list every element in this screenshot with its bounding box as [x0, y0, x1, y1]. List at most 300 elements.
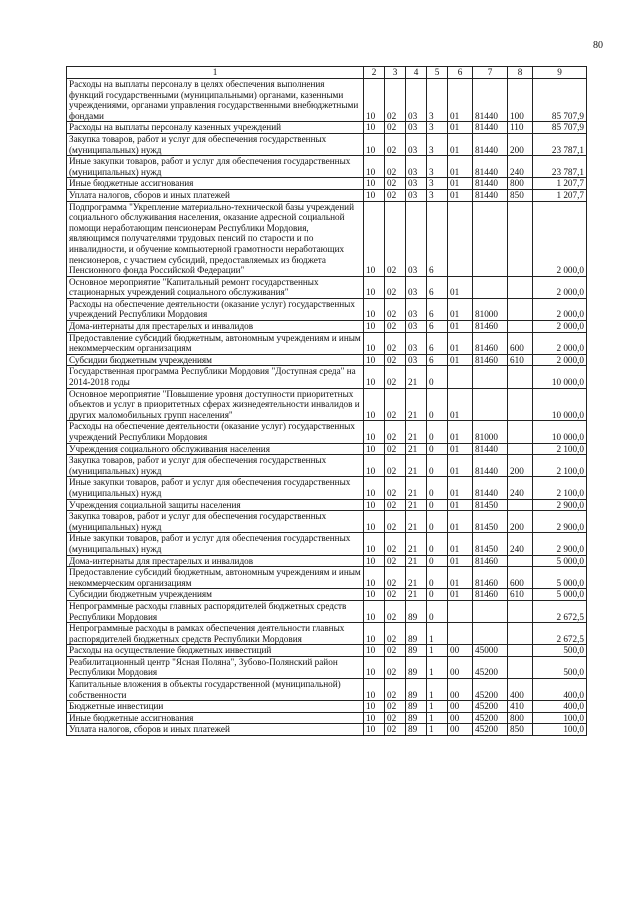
code-event: 01: [448, 455, 473, 477]
code-expense-type: [508, 201, 533, 276]
code-subsection: 02: [385, 122, 406, 134]
amount: 2 100,0: [533, 477, 587, 499]
code-expense-type: 410: [508, 701, 533, 713]
code-subprogram: 6: [427, 276, 448, 298]
amount: 2 000,0: [533, 298, 587, 320]
column-header: 3: [385, 67, 406, 79]
code-subprogram: 0: [427, 421, 448, 443]
code-subsection: 02: [385, 645, 406, 657]
code-subprogram: 0: [427, 533, 448, 555]
code-subsection: 02: [385, 567, 406, 589]
code-expense-type: 800: [508, 712, 533, 724]
code-event: 01: [448, 533, 473, 555]
code-section: 10: [364, 645, 385, 657]
amount: 10 000,0: [533, 388, 587, 421]
code-expense-type: 800: [508, 178, 533, 190]
code-subsection: 02: [385, 201, 406, 276]
table-row: [67, 499, 587, 511]
code-direction: 81450: [473, 533, 508, 555]
code-subsection: 02: [385, 555, 406, 567]
code-event: 01: [448, 332, 473, 354]
code-subprogram: 6: [427, 201, 448, 276]
code-event: [448, 366, 473, 388]
code-subsection: 02: [385, 276, 406, 298]
expense-name: Государственная программа Республики Мордовия "Доступная среда" на 2014-2018 годы: [67, 366, 364, 388]
expense-name: Иные закупки товаров, работ и услуг для обеспечения государственных (муниципальных) нужд: [67, 156, 364, 178]
code-program: 03: [406, 332, 427, 354]
page-number: 80: [593, 40, 603, 51]
code-event: 01: [448, 443, 473, 455]
code-program: 21: [406, 555, 427, 567]
code-program: 21: [406, 388, 427, 421]
code-section: 10: [364, 600, 385, 622]
expense-name: Иные закупки товаров, работ и услуг для обеспечения государственных (муниципальных) нужд: [67, 477, 364, 499]
code-subsection: 02: [385, 724, 406, 736]
code-event: 01: [448, 178, 473, 190]
code-subprogram: 3: [427, 189, 448, 201]
table-row: [67, 701, 587, 713]
code-section: 10: [364, 421, 385, 443]
code-expense-type: [508, 443, 533, 455]
code-program: 03: [406, 133, 427, 155]
amount: 2 000,0: [533, 321, 587, 333]
code-expense-type: 850: [508, 724, 533, 736]
table-row: [67, 623, 587, 645]
code-direction: 81440: [473, 443, 508, 455]
table-row: [67, 332, 587, 354]
code-subprogram: 0: [427, 477, 448, 499]
code-subprogram: 0: [427, 455, 448, 477]
code-event: 01: [448, 298, 473, 320]
code-subprogram: 3: [427, 133, 448, 155]
amount: 1 207,7: [533, 189, 587, 201]
amount: 10 000,0: [533, 366, 587, 388]
code-expense-type: 240: [508, 533, 533, 555]
code-section: 10: [364, 178, 385, 190]
table-row: [67, 477, 587, 499]
code-subsection: 02: [385, 511, 406, 533]
code-program: 03: [406, 122, 427, 134]
code-section: 10: [364, 443, 385, 455]
code-section: 10: [364, 156, 385, 178]
code-program: 03: [406, 156, 427, 178]
table-body: [67, 79, 587, 736]
code-section: 10: [364, 189, 385, 201]
table-row: [67, 511, 587, 533]
table-row: [67, 679, 587, 701]
amount: 400,0: [533, 701, 587, 713]
code-section: 10: [364, 201, 385, 276]
amount: 100,0: [533, 712, 587, 724]
code-program: 21: [406, 589, 427, 601]
code-event: 01: [448, 567, 473, 589]
table-row: [67, 455, 587, 477]
code-section: 10: [364, 724, 385, 736]
amount: 85 707,9: [533, 79, 587, 122]
code-subprogram: 0: [427, 511, 448, 533]
code-subprogram: 0: [427, 499, 448, 511]
column-header: 2: [364, 67, 385, 79]
table-row: [67, 122, 587, 134]
code-subprogram: 6: [427, 321, 448, 333]
code-subsection: 02: [385, 133, 406, 155]
code-expense-type: [508, 298, 533, 320]
expense-name: Дома-интернаты для престарелых и инвалидов: [67, 321, 364, 333]
expense-name: Предоставление субсидий бюджетным, автономным учреждениям и иным некоммерческим организациям: [67, 332, 364, 354]
amount: 2 100,0: [533, 443, 587, 455]
amount: 2 000,0: [533, 276, 587, 298]
amount: 1 207,7: [533, 178, 587, 190]
table-row: [67, 133, 587, 155]
code-subsection: 02: [385, 332, 406, 354]
code-direction: 81440: [473, 178, 508, 190]
code-section: 10: [364, 511, 385, 533]
code-expense-type: [508, 600, 533, 622]
code-subprogram: 0: [427, 567, 448, 589]
code-direction: [473, 623, 508, 645]
code-program: 03: [406, 354, 427, 366]
code-event: 01: [448, 79, 473, 122]
expense-name: Капитальные вложения в объекты государственной (муниципальной) собственности: [67, 679, 364, 701]
code-section: 10: [364, 679, 385, 701]
code-event: [448, 600, 473, 622]
code-section: 10: [364, 79, 385, 122]
table-row: [67, 567, 587, 589]
code-section: 10: [364, 589, 385, 601]
budget-table: [66, 66, 587, 736]
code-subsection: 02: [385, 589, 406, 601]
code-subsection: 02: [385, 455, 406, 477]
code-subsection: 02: [385, 178, 406, 190]
code-expense-type: 600: [508, 567, 533, 589]
expense-name: Расходы на выплаты персоналу в целях обеспечения выполнения функций государственными (муниципальными) органами, казенными учреждениями, органами управления государственными внебюджетными фондами: [67, 79, 364, 122]
code-subsection: 02: [385, 600, 406, 622]
code-section: 10: [364, 388, 385, 421]
code-direction: 81460: [473, 354, 508, 366]
code-event: 00: [448, 645, 473, 657]
code-subsection: 02: [385, 679, 406, 701]
code-subsection: 02: [385, 701, 406, 713]
code-section: 10: [364, 701, 385, 713]
code-program: 21: [406, 421, 427, 443]
code-subsection: 02: [385, 499, 406, 511]
table-row: [67, 201, 587, 276]
code-program: 21: [406, 366, 427, 388]
amount: 2 900,0: [533, 511, 587, 533]
code-direction: 81440: [473, 477, 508, 499]
code-subprogram: 1: [427, 656, 448, 678]
expense-name: Расходы на обеспечение деятельности (оказание услуг) государственных учреждений Республики Мордовия: [67, 298, 364, 320]
code-direction: [473, 388, 508, 421]
code-expense-type: [508, 421, 533, 443]
code-direction: 81460: [473, 332, 508, 354]
table-row: [67, 189, 587, 201]
table-row: [67, 388, 587, 421]
code-direction: 81460: [473, 321, 508, 333]
amount: 10 000,0: [533, 421, 587, 443]
code-subsection: 02: [385, 156, 406, 178]
code-direction: 81450: [473, 499, 508, 511]
code-event: 00: [448, 679, 473, 701]
code-event: 00: [448, 701, 473, 713]
code-program: 21: [406, 443, 427, 455]
code-subprogram: 6: [427, 332, 448, 354]
code-direction: 81460: [473, 567, 508, 589]
code-event: 01: [448, 276, 473, 298]
code-event: [448, 623, 473, 645]
code-subsection: 02: [385, 443, 406, 455]
code-direction: [473, 600, 508, 622]
code-event: 01: [448, 133, 473, 155]
code-direction: 81440: [473, 79, 508, 122]
code-subprogram: 0: [427, 600, 448, 622]
table-row: [67, 533, 587, 555]
table-row: [67, 421, 587, 443]
code-direction: 45200: [473, 679, 508, 701]
amount: 2 900,0: [533, 533, 587, 555]
code-subprogram: 1: [427, 712, 448, 724]
code-expense-type: [508, 656, 533, 678]
code-expense-type: 600: [508, 332, 533, 354]
code-subsection: 02: [385, 321, 406, 333]
code-subsection: 02: [385, 656, 406, 678]
code-expense-type: 100: [508, 79, 533, 122]
code-program: 89: [406, 623, 427, 645]
code-program: 21: [406, 511, 427, 533]
expense-name: Учреждения социального обслуживания населения: [67, 443, 364, 455]
code-subprogram: 0: [427, 589, 448, 601]
code-expense-type: 200: [508, 133, 533, 155]
code-subprogram: 0: [427, 443, 448, 455]
code-program: 03: [406, 79, 427, 122]
code-event: 00: [448, 712, 473, 724]
code-subprogram: 0: [427, 366, 448, 388]
code-subsection: 02: [385, 477, 406, 499]
code-section: 10: [364, 656, 385, 678]
code-section: 10: [364, 366, 385, 388]
code-expense-type: 610: [508, 589, 533, 601]
code-direction: 81440: [473, 122, 508, 134]
expense-name: Расходы на обеспечение деятельности (оказание услуг) государственных учреждений Республики Мордовия: [67, 421, 364, 443]
code-direction: 45200: [473, 656, 508, 678]
code-program: 21: [406, 533, 427, 555]
code-subsection: 02: [385, 189, 406, 201]
column-header: 8: [508, 67, 533, 79]
code-direction: [473, 276, 508, 298]
table-row: [67, 645, 587, 657]
code-expense-type: 610: [508, 354, 533, 366]
table-row: [67, 555, 587, 567]
code-subprogram: 0: [427, 388, 448, 421]
amount: 2 000,0: [533, 332, 587, 354]
code-section: 10: [364, 455, 385, 477]
code-expense-type: [508, 388, 533, 421]
code-event: 01: [448, 421, 473, 443]
code-subprogram: 3: [427, 122, 448, 134]
code-expense-type: [508, 645, 533, 657]
code-event: 01: [448, 499, 473, 511]
amount: 2 900,0: [533, 499, 587, 511]
amount: 2 100,0: [533, 455, 587, 477]
table-row: [67, 712, 587, 724]
code-program: 89: [406, 645, 427, 657]
expense-name: Предоставление субсидий бюджетным, автономным учреждениям и иным некоммерческим организациям: [67, 567, 364, 589]
code-expense-type: 240: [508, 477, 533, 499]
code-subsection: 02: [385, 623, 406, 645]
code-direction: 81450: [473, 511, 508, 533]
amount: 100,0: [533, 724, 587, 736]
table-row: [67, 79, 587, 122]
code-direction: 81440: [473, 133, 508, 155]
expense-name: Уплата налогов, сборов и иных платежей: [67, 724, 364, 736]
code-program: 21: [406, 455, 427, 477]
code-section: 10: [364, 133, 385, 155]
amount: 2 672,5: [533, 600, 587, 622]
code-program: 03: [406, 201, 427, 276]
column-header: 5: [427, 67, 448, 79]
code-subprogram: 1: [427, 724, 448, 736]
amount: 23 787,1: [533, 133, 587, 155]
amount: 400,0: [533, 679, 587, 701]
code-event: 01: [448, 354, 473, 366]
expense-name: Закупка товаров, работ и услуг для обеспечения государственных (муниципальных) нужд: [67, 455, 364, 477]
expense-name: Расходы на выплаты персоналу казенных учреждений: [67, 122, 364, 134]
code-event: 01: [448, 189, 473, 201]
code-expense-type: 110: [508, 122, 533, 134]
code-program: 89: [406, 724, 427, 736]
code-subprogram: 6: [427, 354, 448, 366]
code-direction: 45200: [473, 712, 508, 724]
code-subprogram: 1: [427, 701, 448, 713]
code-expense-type: [508, 499, 533, 511]
code-expense-type: 400: [508, 679, 533, 701]
expense-name: Закупка товаров, работ и услуг для обеспечения государственных (муниципальных) нужд: [67, 133, 364, 155]
code-direction: 45200: [473, 701, 508, 713]
code-subprogram: 0: [427, 555, 448, 567]
code-event: 01: [448, 388, 473, 421]
code-section: 10: [364, 555, 385, 567]
code-section: 10: [364, 332, 385, 354]
code-direction: 81460: [473, 555, 508, 567]
amount: 500,0: [533, 645, 587, 657]
table-row: [67, 298, 587, 320]
code-section: 10: [364, 321, 385, 333]
expense-name: Субсидии бюджетным учреждениям: [67, 354, 364, 366]
expense-name: Расходы на осуществление бюджетных инвестиций: [67, 645, 364, 657]
code-program: 89: [406, 701, 427, 713]
code-direction: 81440: [473, 189, 508, 201]
code-subprogram: 3: [427, 178, 448, 190]
code-program: 21: [406, 567, 427, 589]
amount: 2 000,0: [533, 354, 587, 366]
header-row: [67, 67, 587, 79]
table-row: [67, 366, 587, 388]
code-subsection: 02: [385, 354, 406, 366]
code-event: 01: [448, 477, 473, 499]
table-row: [67, 724, 587, 736]
code-section: 10: [364, 533, 385, 555]
code-subsection: 02: [385, 421, 406, 443]
expense-name: Иные бюджетные ассигнования: [67, 178, 364, 190]
code-program: 03: [406, 321, 427, 333]
code-expense-type: [508, 555, 533, 567]
code-expense-type: [508, 321, 533, 333]
code-subsection: 02: [385, 366, 406, 388]
column-header: 6: [448, 67, 473, 79]
code-direction: 81440: [473, 455, 508, 477]
expense-name: Дома-интернаты для престарелых и инвалидов: [67, 555, 364, 567]
code-expense-type: [508, 366, 533, 388]
code-program: 21: [406, 499, 427, 511]
code-event: 01: [448, 589, 473, 601]
code-program: 89: [406, 656, 427, 678]
code-expense-type: [508, 276, 533, 298]
code-subsection: 02: [385, 79, 406, 122]
code-section: 10: [364, 712, 385, 724]
code-event: 01: [448, 321, 473, 333]
code-program: 03: [406, 178, 427, 190]
code-section: 10: [364, 276, 385, 298]
table-row: [67, 178, 587, 190]
code-subsection: 02: [385, 388, 406, 421]
code-section: 10: [364, 499, 385, 511]
code-event: 01: [448, 555, 473, 567]
code-event: 01: [448, 511, 473, 533]
code-direction: 81000: [473, 298, 508, 320]
code-direction: [473, 201, 508, 276]
amount: 5 000,0: [533, 555, 587, 567]
code-subsection: 02: [385, 712, 406, 724]
code-expense-type: 200: [508, 511, 533, 533]
code-section: 10: [364, 298, 385, 320]
table-row: [67, 156, 587, 178]
code-program: 89: [406, 712, 427, 724]
code-event: [448, 201, 473, 276]
code-section: 10: [364, 567, 385, 589]
column-header: 1: [67, 67, 364, 79]
code-expense-type: [508, 623, 533, 645]
expense-name: Непрограммные расходы главных распорядителей бюджетных средств Республики Мордовия: [67, 600, 364, 622]
amount: 23 787,1: [533, 156, 587, 178]
amount: 2 672,5: [533, 623, 587, 645]
code-direction: 45000: [473, 645, 508, 657]
table-row: [67, 656, 587, 678]
table-row: [67, 589, 587, 601]
code-program: 89: [406, 600, 427, 622]
table-row: [67, 354, 587, 366]
code-program: 03: [406, 298, 427, 320]
expense-name: Непрограммные расходы в рамках обеспечения деятельности главных распорядителей бюджетных средств Республики Мордовия: [67, 623, 364, 645]
code-subsection: 02: [385, 298, 406, 320]
code-direction: 81440: [473, 156, 508, 178]
amount: 2 000,0: [533, 201, 587, 276]
expense-name: Реабилитационный центр "Ясная Поляна", Зубово-Полянский район Республики Мордовия: [67, 656, 364, 678]
table-row: [67, 276, 587, 298]
expense-name: Учреждения социальной защиты населения: [67, 499, 364, 511]
code-subprogram: 6: [427, 298, 448, 320]
column-header: 7: [473, 67, 508, 79]
amount: 5 000,0: [533, 567, 587, 589]
code-program: 03: [406, 189, 427, 201]
code-subprogram: 1: [427, 645, 448, 657]
code-direction: 81460: [473, 589, 508, 601]
code-direction: 81000: [473, 421, 508, 443]
code-direction: [473, 366, 508, 388]
code-expense-type: 850: [508, 189, 533, 201]
code-event: 00: [448, 656, 473, 678]
column-header: 9: [533, 67, 587, 79]
amount: 500,0: [533, 656, 587, 678]
